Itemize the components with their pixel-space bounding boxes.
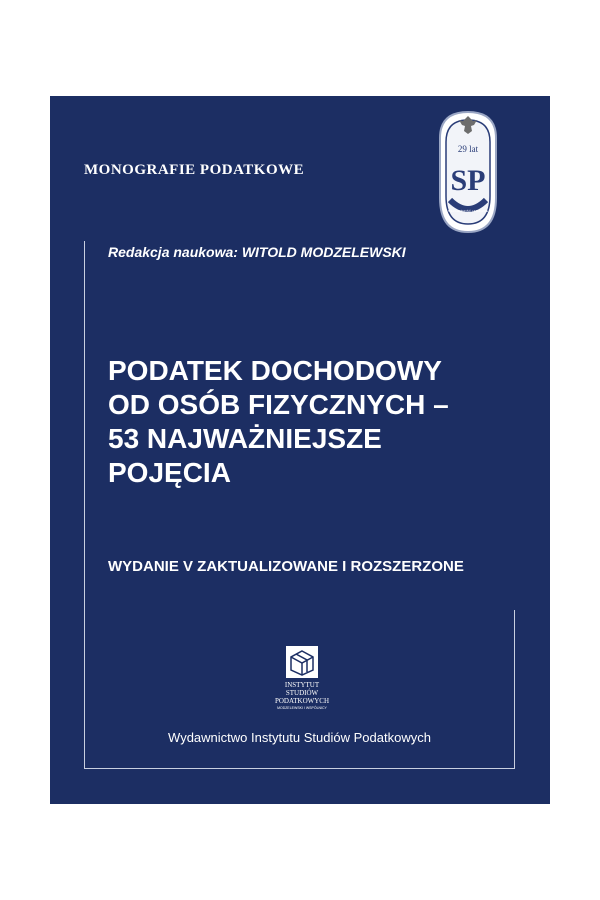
emblem-monogram: SP	[450, 164, 486, 197]
series-title: MONOGRAFIE PODATKOWE	[84, 162, 305, 178]
logo-line-2: STUDIÓW	[285, 689, 319, 697]
frame-line-bottom	[84, 768, 515, 769]
title-line: OD OSÓB FIZYCZNYCH –	[108, 389, 449, 420]
frame-line-left	[84, 241, 85, 769]
book-title	[108, 354, 528, 490]
title-line: PODATEK DOCHODOWY	[108, 355, 442, 386]
publisher-name: Wydawnictwo Instytutu Studiów Podatkowych	[168, 730, 431, 745]
emblem-years: 29 lat	[457, 144, 479, 154]
frame-line-right	[514, 610, 515, 769]
emblem-ribbon: NIEZALEŻNOŚĆ I ZAUFANIE	[447, 209, 489, 213]
logo-line-3: PODATKOWYCH	[274, 697, 330, 705]
publisher-logo	[262, 642, 342, 722]
title-line: 53 NAJWAŻNIEJSZE	[108, 423, 382, 454]
edition-note: WYDANIE V ZAKTUALIZOWANE I ROZSZERZONE	[108, 558, 464, 575]
logo-line-4: MODZELEWSKI I WSPÓLNICY	[277, 706, 327, 710]
title-line: POJĘCIA	[108, 457, 231, 488]
logo-line-1: INSTYTUT	[284, 681, 320, 689]
editor-line: Redakcja naukowa: WITOLD MODZELEWSKI	[108, 244, 406, 260]
association-emblem	[436, 108, 500, 236]
